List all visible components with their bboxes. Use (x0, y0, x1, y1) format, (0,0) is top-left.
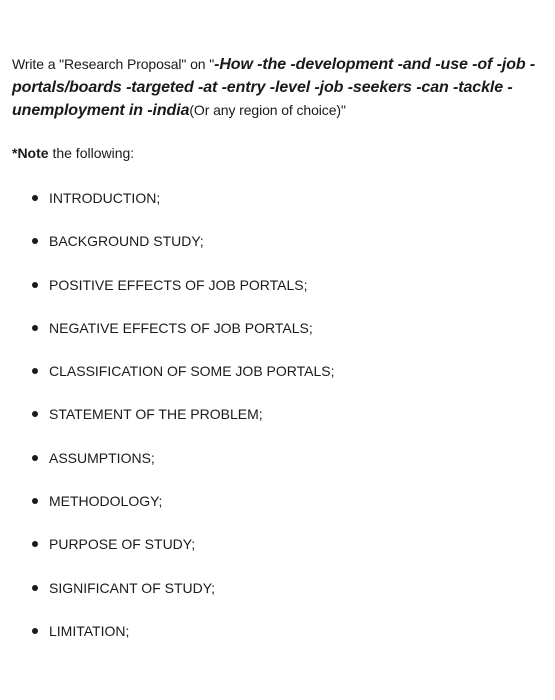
bullet-icon (32, 282, 38, 288)
list-item (12, 610, 552, 653)
note-label: *Note (12, 145, 49, 161)
list-item (12, 307, 552, 350)
prompt-suffix: (Or any region of choice)" (189, 102, 346, 118)
bullet-icon (32, 498, 38, 504)
list-item (12, 480, 552, 523)
list-item (12, 350, 552, 393)
list-item-label: SIGNIFICANT OF STUDY; (49, 579, 216, 596)
bullet-icon (32, 238, 38, 244)
bullet-icon (32, 368, 38, 374)
section-list (12, 177, 552, 653)
list-item (12, 220, 552, 263)
bullet-icon (32, 585, 38, 591)
bullet-icon (32, 195, 38, 201)
list-item-label: STATEMENT OF THE PROBLEM; (49, 406, 263, 423)
bullet-icon (32, 455, 38, 461)
list-item (12, 523, 552, 566)
list-item-label: INTRODUCTION; (49, 190, 161, 206)
note-line (12, 143, 552, 163)
list-item (12, 437, 552, 480)
prompt-prefix: Write a "Research Proposal" on " (12, 56, 215, 72)
list-item-label: LIMITATION; (49, 622, 130, 639)
list-item (12, 567, 552, 610)
list-item-label: CLASSIFICATION OF SOME JOB PORTALS; (49, 363, 335, 380)
list-item (12, 177, 552, 220)
list-item-label: ASSUMPTIONS; (49, 449, 155, 466)
bullet-icon (32, 411, 38, 417)
list-item-label: NEGATIVE EFFECTS OF JOB PORTALS; (49, 319, 313, 336)
document-body (12, 53, 552, 653)
list-item-label: POSITIVE EFFECTS OF JOB PORTALS; (49, 276, 308, 293)
list-item-label: PURPOSE OF STUDY; (49, 536, 196, 553)
bullet-icon (32, 541, 38, 547)
bullet-icon (32, 325, 38, 331)
prompt-topic: -How -the -development -and -use -of -job -portals/boards -targeted -at -entry -level -job -seekers -can -tackle -unemployment in -india (12, 56, 536, 119)
prompt-paragraph (12, 53, 552, 122)
list-item-label: BACKGROUND STUDY; (49, 233, 204, 250)
list-item (12, 393, 552, 436)
bullet-icon (32, 628, 38, 634)
list-item-label: METHODOLOGY; (49, 493, 163, 510)
list-item (12, 264, 552, 307)
note-text: the following: (48, 145, 135, 161)
